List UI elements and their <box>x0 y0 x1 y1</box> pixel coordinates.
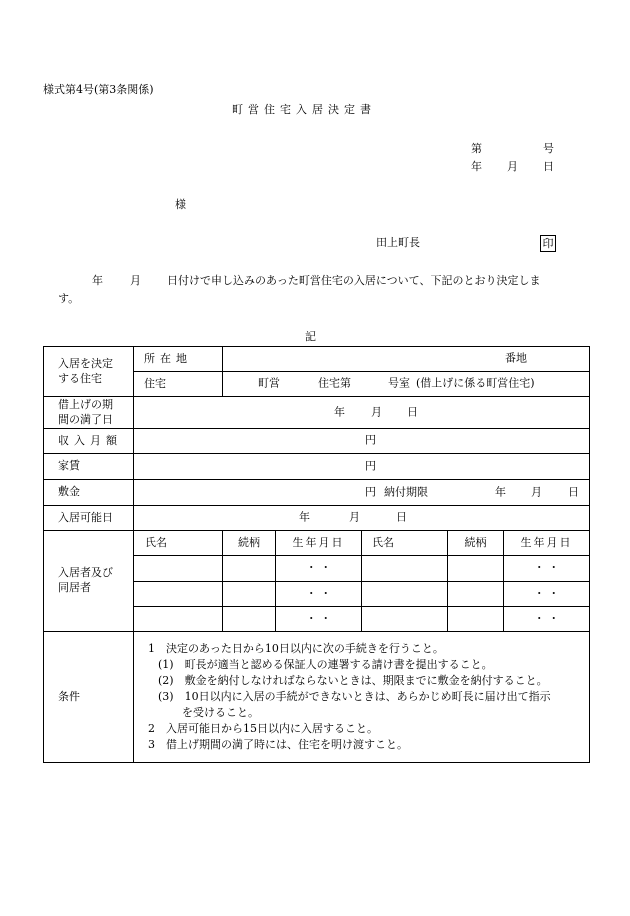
expiry-year: 年 <box>334 405 345 419</box>
goshitsu-label: 号室 <box>388 376 410 390</box>
date-year: 年 <box>471 160 482 173</box>
housing-label-line2: する住宅 <box>58 371 102 385</box>
resident-3-right-name <box>362 607 448 632</box>
addressee-suffix: 様 <box>175 198 186 211</box>
ki-heading: 記 <box>305 330 316 343</box>
resident-3-right-birth <box>504 607 590 632</box>
resident-2-right-birth <box>504 582 590 607</box>
expiry-label-line2: 間の満了日 <box>58 412 113 426</box>
header-relation-right-label: 続柄 <box>464 535 487 549</box>
resident-1-left-birth <box>276 556 362 582</box>
housing-label-cell <box>44 347 134 397</box>
deposit-unit: 円 <box>365 485 376 499</box>
deposit-year: 年 <box>495 485 506 499</box>
decision-table <box>43 346 590 763</box>
condition-2: 2 入居可能日から15日以内に入居すること。 <box>148 722 378 735</box>
resident-1-left-relation <box>223 556 276 582</box>
condition-1-3: (3) 10日以内に入居の手続ができないときは、あらかじめ町長に届け出て指示 <box>158 690 551 703</box>
resident-1-right-name <box>362 556 448 582</box>
header-birth-left-label: 生年月日 <box>292 535 345 549</box>
conditions-label-cell <box>44 632 134 763</box>
birth-dots: ・ ・ <box>305 611 332 625</box>
housing-label-line1: 入居を決定 <box>58 356 113 370</box>
location-label: 所在地 <box>144 351 192 365</box>
header-birth-right-label: 生年月日 <box>520 535 573 549</box>
income-label-cell <box>44 429 134 454</box>
chouei-label: 町営 <box>258 376 280 390</box>
house-label: 住宅 <box>144 376 166 390</box>
birth-dots: ・ ・ <box>305 561 332 575</box>
expiry-label-cell <box>44 397 134 429</box>
reference-dai: 第 <box>471 142 482 155</box>
movein-day: 日 <box>396 510 407 524</box>
condition-1-1: (1) 町長が適当と認める保証人の連署する請け書を提出すること。 <box>158 658 493 671</box>
deposit-day: 日 <box>568 485 579 499</box>
resident-2-left-relation <box>223 582 276 607</box>
header-relation-left-label: 続柄 <box>238 535 260 549</box>
reference-go: 号 <box>543 142 554 155</box>
banchi-label: 番地 <box>505 351 527 365</box>
date-month: 月 <box>507 160 518 173</box>
expiry-day: 日 <box>407 405 418 419</box>
resident-2-right-name <box>362 582 448 607</box>
movein-year: 年 <box>299 510 310 524</box>
location-label-cell <box>134 347 223 372</box>
location-value-cell <box>223 347 590 372</box>
rent-value-cell <box>134 454 590 480</box>
birth-dots: ・ ・ <box>533 586 560 600</box>
deposit-label-cell <box>44 480 134 506</box>
house-label-cell <box>134 372 223 397</box>
jutakudai-label: 住宅第 <box>318 376 351 390</box>
condition-1: 1 決定のあった日から10日以内に次の手続きを行うこと。 <box>148 642 444 655</box>
condition-1-2: (2) 敷金を納付しなければならないときは、期限までに敷金を納付すること。 <box>158 674 548 687</box>
movein-label: 入居可能日 <box>58 510 113 524</box>
rent-label-cell <box>44 454 134 480</box>
residents-label-cell <box>44 531 134 632</box>
intro-text-line1: 日付けで申し込みのあった町営住宅の入居について、下記のとおり決定しま <box>167 274 541 287</box>
resident-3-left-name <box>134 607 223 632</box>
resident-3-left-relation <box>223 607 276 632</box>
resident-2-left-name <box>134 582 223 607</box>
intro-month: 月 <box>130 274 141 287</box>
date-day: 日 <box>543 160 554 173</box>
deposit-deadline-label: 納付期限 <box>384 485 428 499</box>
issuer-name: 田上町長 <box>376 236 420 249</box>
birth-dots: ・ ・ <box>533 561 560 575</box>
resident-3-left-birth <box>276 607 362 632</box>
header-relation-left <box>223 531 276 556</box>
movein-value-cell <box>134 506 590 531</box>
income-value-cell <box>134 429 590 454</box>
resident-2-right-relation <box>448 582 504 607</box>
deposit-value-cell <box>134 480 590 506</box>
expiry-label-line1: 借上げの期 <box>58 397 113 411</box>
house-value-cell <box>223 372 590 397</box>
header-name-right-label: 氏名 <box>372 535 394 549</box>
expiry-month: 月 <box>371 405 382 419</box>
expiry-value-cell <box>134 397 590 429</box>
resident-2-left-birth <box>276 582 362 607</box>
header-relation-right <box>448 531 504 556</box>
residents-label-line1: 入居者及び <box>58 566 113 580</box>
resident-1-left-name <box>134 556 223 582</box>
form-number: 様式第4号(第3条関係) <box>43 83 154 96</box>
rent-label: 家賃 <box>58 459 80 473</box>
deposit-month: 月 <box>531 485 542 499</box>
conditions-cell <box>134 632 590 763</box>
birth-dots: ・ ・ <box>533 611 560 625</box>
movein-month: 月 <box>349 510 360 524</box>
rental-note: (借上げに係る町営住宅) <box>416 376 535 390</box>
income-label: 収入月額 <box>58 433 122 447</box>
header-name-left <box>134 531 223 556</box>
condition-3: 3 借上げ期間の満了時には、住宅を明け渡すこと。 <box>148 738 408 751</box>
header-name-left-label: 氏名 <box>145 535 167 549</box>
resident-3-right-relation <box>448 607 504 632</box>
header-birth-right <box>504 531 590 556</box>
resident-1-right-birth <box>504 556 590 582</box>
residents-label-line2: 同居者 <box>58 581 91 594</box>
movein-label-cell <box>44 506 134 531</box>
header-name-right <box>362 531 448 556</box>
deposit-label: 敷金 <box>58 485 80 499</box>
document-title: 町営住宅入居決定書 <box>232 103 376 116</box>
rent-unit: 円 <box>365 459 376 473</box>
intro-text-line2: す。 <box>58 292 80 305</box>
condition-1-3-cont: を受けること。 <box>182 706 259 719</box>
header-birth-left <box>276 531 362 556</box>
resident-1-right-relation <box>448 556 504 582</box>
income-unit: 円 <box>365 433 376 447</box>
birth-dots: ・ ・ <box>305 586 332 600</box>
conditions-label: 条件 <box>58 689 80 703</box>
seal-mark: 印 <box>540 235 556 252</box>
intro-year: 年 <box>92 274 103 287</box>
